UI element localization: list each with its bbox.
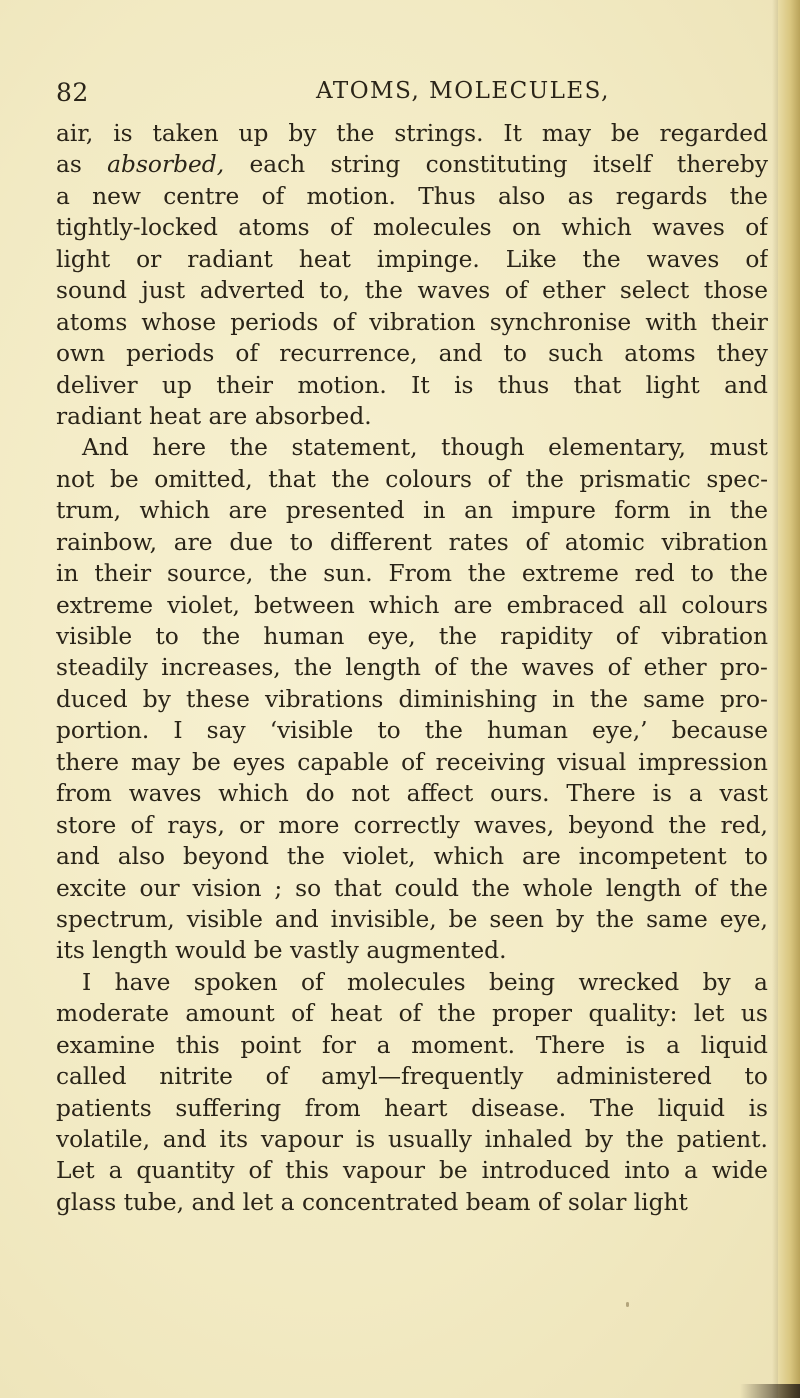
text-line: tightly-locked atoms of molecules on which waves of — [56, 214, 768, 242]
text-line: rainbow, are due to different rates of atomic vibration — [56, 528, 768, 556]
page-corner-shadow — [740, 1384, 800, 1398]
text-line: I have spoken of molecules being wrecked by a — [82, 968, 768, 996]
text-line: glass tube, and let a concentrated beam of solar light — [56, 1188, 688, 1216]
text-line: steadily increases, the length of the waves of ether pro- — [56, 654, 768, 682]
text-line: portion. I say ‘visible to the human eye,’ because — [56, 717, 768, 745]
text-line: not be omitted, that the colours of the prismatic spec- — [56, 465, 768, 493]
text-line: from waves which do not affect ours. There is a vast — [56, 780, 768, 808]
text-line: Let a quantity of this vapour be introduced into a wide — [56, 1157, 768, 1185]
text-line: as absorbed, each string constituting itself thereby — [56, 151, 768, 179]
paper-speck — [626, 1302, 629, 1307]
text-line: duced by these vibrations diminishing in the same pro- — [56, 685, 768, 713]
text-line: there may be eyes capable of receiving visual impression — [56, 748, 768, 776]
text-line: in their source, the sun. From the extreme red to the — [56, 560, 768, 588]
text-line: own periods of recurrence, and to such atoms they — [56, 340, 768, 368]
text-line: patients suffering from heart disease. The liquid is — [56, 1094, 768, 1122]
text-line: store of rays, or more correctly waves, beyond the red, — [56, 811, 768, 839]
text-line: excite our vision ; so that could the whole length of the — [56, 874, 768, 902]
running-head: ATOMS, MOLECULES, — [316, 78, 610, 104]
text-line: radiant heat are absorbed. — [56, 402, 372, 430]
text-line: volatile, and its vapour is usually inhaled by the patient. — [56, 1126, 768, 1153]
text-line: deliver up their motion. It is thus that light and — [56, 371, 768, 399]
text-line: And here the statement, though elementary, must — [82, 434, 768, 462]
text-line: light or radiant heat impinge. Like the waves of — [56, 245, 768, 273]
page-number: 82 — [56, 78, 89, 107]
text-line: air, is taken up by the strings. It may be regarded — [56, 120, 768, 147]
page-header — [0, 68, 800, 108]
body-text — [56, 118, 768, 1218]
text-line: extreme violet, between which are embraced all colours — [56, 591, 768, 619]
text-line: sound just adverted to, the waves of ether select those — [56, 277, 768, 305]
text-line: moderate amount of heat of the proper quality: let us — [56, 1000, 768, 1028]
text-line: called nitrite of amyl—frequently administered to — [56, 1063, 768, 1091]
text-line: its length would be vastly augmented. — [56, 937, 507, 965]
text-line: a new centre of motion. Thus also as regards the — [56, 182, 768, 210]
page-edge — [778, 0, 800, 1398]
text-line: examine this point for a moment. There is a liquid — [56, 1031, 768, 1059]
text-line: and also beyond the violet, which are incompetent to — [56, 843, 768, 871]
text-line: visible to the human eye, the rapidity of vibration — [56, 623, 768, 650]
text-line: trum, which are presented in an impure form in the — [56, 497, 768, 525]
text-line: spectrum, visible and invisible, be seen by the same eye, — [56, 905, 768, 933]
text-line: atoms whose periods of vibration synchronise with their — [56, 308, 768, 336]
